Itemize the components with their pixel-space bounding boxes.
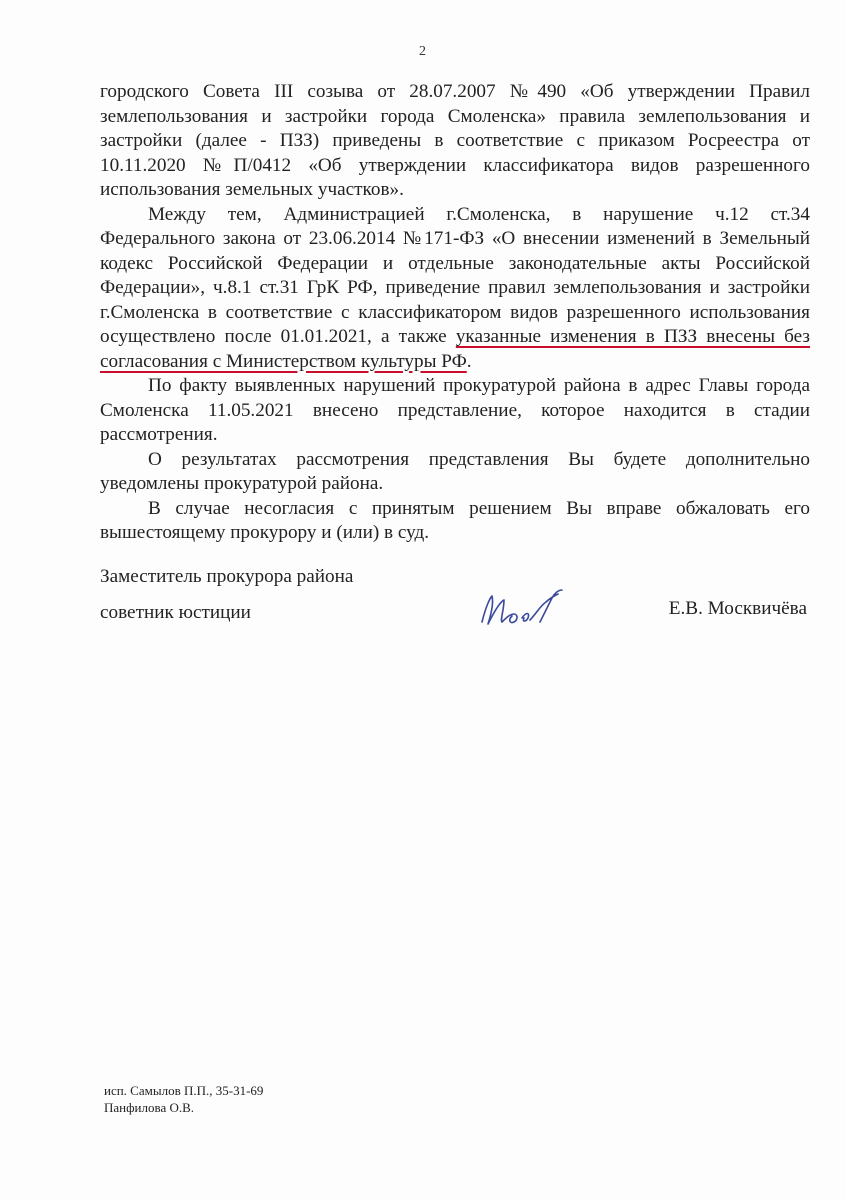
signatory-name: Е.В. Москвичёва: [668, 598, 807, 619]
executor-line-2: Панфилова О.В.: [104, 1100, 195, 1115]
executors-block: [104, 1082, 263, 1116]
paragraph-1: городского Совета III созыва от 28.07.2007 №490 «Об утверждении Правил землепользования и застройки города Смоленска» правила землепользования и застройки (далее - ПЗЗ) приведены в соответствие с приказом Росреестра от 10.11.2020 №П/0412 «Об утверждении классификатора видов разрешенного использования земельных участков».: [100, 81, 810, 200]
page-number: 2: [419, 44, 426, 59]
paragraph-4: О результатах рассмотрения представления Вы будете дополнительно уведомлены прокуратурой района.: [100, 448, 810, 494]
paragraph-3: По факту выявленных нарушений прокуратурой района в адрес Главы города Смоленска 11.05.2021 внесено представление, которое находится в стадии рассмотрения.: [100, 375, 810, 445]
signatory-position: Заместитель прокурора района: [100, 566, 354, 587]
signatory-rank: советник юстиции: [100, 602, 251, 623]
paragraph-2: [100, 203, 810, 375]
letter-body: [100, 80, 810, 546]
highlighted-violation-text: указанные изменения в ПЗЗ внесены без согласования с Министерством культуры РФ: [100, 326, 810, 372]
handwritten-signature-icon: [470, 584, 580, 634]
paragraph-5: В случае несогласия с принятым решением Вы вправе обжаловать его вышестоящему прокурору и (или) в суд.: [100, 497, 810, 543]
paragraph-2-end: .: [466, 350, 472, 372]
executor-line-1: исп. Самылов П.П., 35-31-69: [104, 1083, 264, 1098]
paragraph-2-text: Между тем, Администрацией г.Смоленска, в нарушение ч.12 ст.34 Федерального закона от 23.06.2014 №171-ФЗ «О внесении изменений в Земельный кодекс Российской Федерации и отдельные законодательные акты Российской Федерации», ч.8.1 ст.31 ГрК РФ, приведение правил землепользования и застройки г.Смоленска в соответствие с классификатором видов разрешенного использования осуществлено после 01.01.2021, а также: [100, 203, 810, 347]
